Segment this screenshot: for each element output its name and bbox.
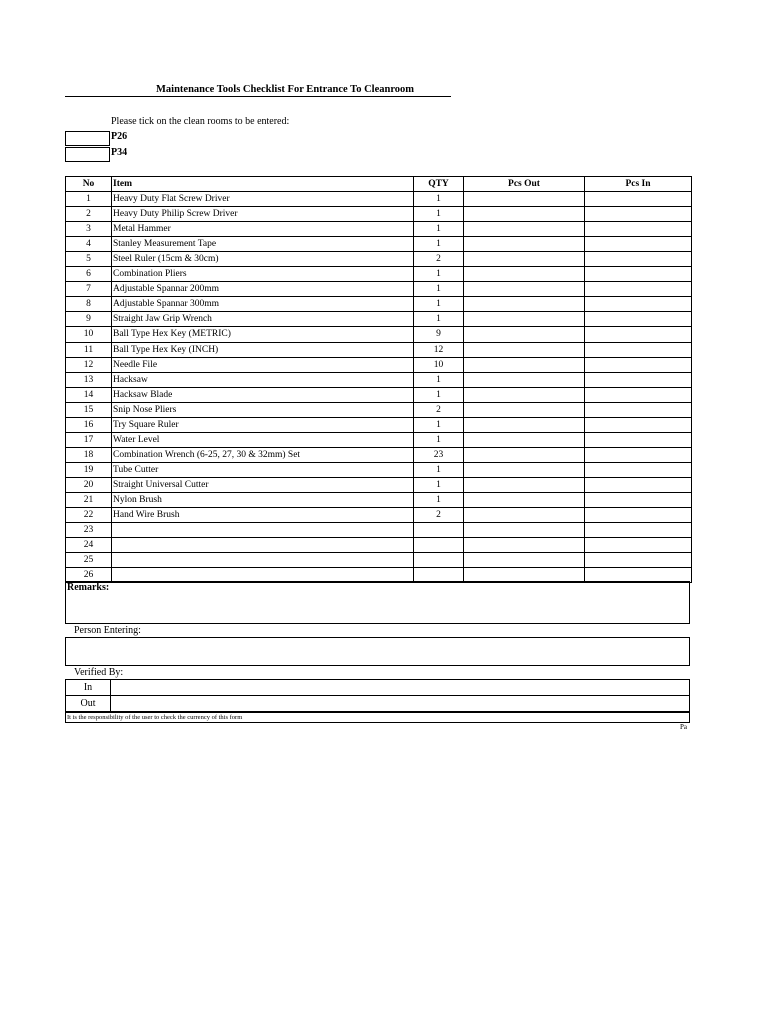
- row-pcs-out-cell[interactable]: [464, 267, 585, 282]
- row-pcs-out-cell[interactable]: [464, 327, 585, 342]
- row-qty: 2: [414, 252, 464, 267]
- table-row: [66, 192, 692, 207]
- row-pcs-out-cell[interactable]: [464, 192, 585, 207]
- row-item: Tube Cutter: [112, 462, 414, 477]
- verified-in-label: In: [66, 680, 111, 696]
- row-pcs-in-cell[interactable]: [585, 222, 692, 237]
- table-row: [66, 267, 692, 282]
- row-qty: 1: [414, 477, 464, 492]
- row-no: 10: [66, 327, 112, 342]
- row-item: Nylon Brush: [112, 492, 414, 507]
- row-item: [112, 553, 414, 568]
- table-row: [66, 237, 692, 252]
- row-pcs-out-cell[interactable]: [464, 282, 585, 297]
- row-no: 11: [66, 342, 112, 357]
- table-row: [66, 327, 692, 342]
- page-title: Maintenance Tools Checklist For Entrance To Cleanroom: [156, 84, 415, 95]
- table-row: [66, 447, 692, 462]
- row-pcs-in-cell[interactable]: [585, 372, 692, 387]
- row-no: 7: [66, 282, 112, 297]
- row-pcs-out-cell[interactable]: [464, 523, 585, 538]
- row-qty: 10: [414, 357, 464, 372]
- header-no: No: [66, 177, 112, 192]
- table-row: [66, 357, 692, 372]
- table-row: [66, 462, 692, 477]
- row-no: 12: [66, 357, 112, 372]
- row-no: 15: [66, 402, 112, 417]
- row-no: 20: [66, 477, 112, 492]
- row-pcs-out-cell[interactable]: [464, 432, 585, 447]
- header-qty: QTY: [414, 177, 464, 192]
- row-qty: 1: [414, 297, 464, 312]
- verified-in-field[interactable]: [111, 680, 690, 696]
- row-pcs-in-cell[interactable]: [585, 447, 692, 462]
- instruction-text: Please tick on the clean rooms to be entered:: [111, 116, 290, 127]
- row-no: 19: [66, 462, 112, 477]
- row-item: Combination Wrench (6-25, 27, 30 & 32mm) Set: [112, 447, 414, 462]
- row-no: 13: [66, 372, 112, 387]
- footer-box: [65, 712, 690, 723]
- row-item: [112, 538, 414, 553]
- row-item: Snip Nose Pliers: [112, 402, 414, 417]
- row-pcs-out-cell[interactable]: [464, 342, 585, 357]
- row-no: 22: [66, 508, 112, 523]
- row-item: Hacksaw: [112, 372, 414, 387]
- row-item: Water Level: [112, 432, 414, 447]
- row-qty: 2: [414, 508, 464, 523]
- page-label: Pa: [680, 723, 687, 731]
- row-pcs-out-cell[interactable]: [464, 447, 585, 462]
- row-qty: 1: [414, 372, 464, 387]
- row-qty: 1: [414, 222, 464, 237]
- row-pcs-in-cell[interactable]: [585, 282, 692, 297]
- table-row: [66, 372, 692, 387]
- row-no: 1: [66, 192, 112, 207]
- row-qty: 1: [414, 207, 464, 222]
- row-pcs-in-cell[interactable]: [585, 297, 692, 312]
- row-pcs-out-cell[interactable]: [464, 477, 585, 492]
- row-pcs-out-cell[interactable]: [464, 372, 585, 387]
- row-pcs-in-cell[interactable]: [585, 387, 692, 402]
- person-entering-label: Person Entering:: [74, 625, 141, 636]
- table-row: [66, 553, 692, 568]
- row-item: Heavy Duty Philip Screw Driver: [112, 207, 414, 222]
- table-row: [66, 432, 692, 447]
- row-item: Stanley Measurement Tape: [112, 237, 414, 252]
- row-pcs-out-cell[interactable]: [464, 252, 585, 267]
- row-no: 4: [66, 237, 112, 252]
- row-pcs-out-cell[interactable]: [464, 237, 585, 252]
- table-row: [66, 402, 692, 417]
- remarks-box[interactable]: [65, 581, 690, 624]
- row-no: 26: [66, 568, 112, 583]
- header-pcs-in: Pcs In: [585, 177, 692, 192]
- table-row: [66, 282, 692, 297]
- row-no: 6: [66, 267, 112, 282]
- table-row: [66, 538, 692, 553]
- row-pcs-in-cell[interactable]: [585, 357, 692, 372]
- row-qty: 1: [414, 192, 464, 207]
- row-item: Adjustable Spannar 300mm: [112, 297, 414, 312]
- table-row: [66, 222, 692, 237]
- row-item: Adjustable Spannar 200mm: [112, 282, 414, 297]
- row-item: Combination Pliers: [112, 267, 414, 282]
- row-qty: 1: [414, 432, 464, 447]
- row-no: 14: [66, 387, 112, 402]
- row-pcs-out-cell[interactable]: [464, 297, 585, 312]
- row-pcs-in-cell[interactable]: [585, 237, 692, 252]
- row-pcs-out-cell[interactable]: [464, 492, 585, 507]
- row-pcs-in-cell[interactable]: [585, 508, 692, 523]
- row-qty: [414, 553, 464, 568]
- row-qty: 1: [414, 267, 464, 282]
- person-entering-field[interactable]: [65, 637, 690, 666]
- row-pcs-in-cell[interactable]: [585, 492, 692, 507]
- row-pcs-out-cell[interactable]: [464, 387, 585, 402]
- row-pcs-in-cell[interactable]: [585, 477, 692, 492]
- row-item: Heavy Duty Flat Screw Driver: [112, 192, 414, 207]
- row-qty: 1: [414, 237, 464, 252]
- row-pcs-out-cell[interactable]: [464, 538, 585, 553]
- row-pcs-in-cell[interactable]: [585, 207, 692, 222]
- row-qty: 1: [414, 462, 464, 477]
- row-pcs-out-cell[interactable]: [464, 508, 585, 523]
- row-pcs-in-cell[interactable]: [585, 192, 692, 207]
- row-no: 3: [66, 222, 112, 237]
- row-pcs-in-cell[interactable]: [585, 267, 692, 282]
- row-pcs-in-cell[interactable]: [585, 402, 692, 417]
- table-row: [66, 387, 692, 402]
- table-header-row: [66, 177, 692, 192]
- row-item: Metal Hammer: [112, 222, 414, 237]
- row-pcs-in-cell[interactable]: [585, 432, 692, 447]
- table-row: [66, 297, 692, 312]
- verified-by-label: Verified By:: [74, 667, 124, 678]
- table-row: [66, 523, 692, 538]
- row-qty: 1: [414, 492, 464, 507]
- verified-out-label: Out: [66, 696, 111, 712]
- row-item: Steel Ruler (15cm & 30cm): [112, 252, 414, 267]
- verified-row-in: [66, 680, 690, 696]
- room-checkbox-p26[interactable]: [65, 131, 110, 146]
- remarks-label: Remarks:: [67, 582, 110, 593]
- row-qty: 1: [414, 312, 464, 327]
- row-no: 24: [66, 538, 112, 553]
- row-no: 8: [66, 297, 112, 312]
- table-row: [66, 207, 692, 222]
- row-qty: 1: [414, 387, 464, 402]
- row-no: 16: [66, 417, 112, 432]
- row-no: 17: [66, 432, 112, 447]
- row-qty: 12: [414, 342, 464, 357]
- row-pcs-out-cell[interactable]: [464, 462, 585, 477]
- row-item: Hacksaw Blade: [112, 387, 414, 402]
- row-item: Try Square Ruler: [112, 417, 414, 432]
- row-qty: 23: [414, 447, 464, 462]
- row-item: Straight Universal Cutter: [112, 477, 414, 492]
- row-pcs-out-cell[interactable]: [464, 402, 585, 417]
- row-no: 23: [66, 523, 112, 538]
- row-qty: 9: [414, 327, 464, 342]
- row-pcs-out-cell[interactable]: [464, 357, 585, 372]
- room-label-p26: P26: [111, 131, 128, 142]
- table-row: [66, 417, 692, 432]
- verified-out-field[interactable]: [111, 696, 690, 712]
- row-pcs-in-cell[interactable]: [585, 417, 692, 432]
- row-pcs-in-cell[interactable]: [585, 523, 692, 538]
- verified-table: [65, 679, 690, 712]
- row-no: 2: [66, 207, 112, 222]
- row-qty: 1: [414, 417, 464, 432]
- row-pcs-out-cell[interactable]: [464, 222, 585, 237]
- row-pcs-in-cell[interactable]: [585, 327, 692, 342]
- table-row: [66, 477, 692, 492]
- row-pcs-in-cell[interactable]: [585, 252, 692, 267]
- row-qty: 1: [414, 282, 464, 297]
- header-pcs-out: Pcs Out: [464, 177, 585, 192]
- room-label-p34: P34: [111, 147, 128, 158]
- row-qty: 2: [414, 402, 464, 417]
- row-item: Ball Type Hex Key (METRIC): [112, 327, 414, 342]
- table-row: [66, 342, 692, 357]
- table-row: [66, 492, 692, 507]
- row-item: Straight Jaw Grip Wrench: [112, 312, 414, 327]
- row-pcs-in-cell[interactable]: [585, 342, 692, 357]
- row-qty: [414, 523, 464, 538]
- row-pcs-in-cell[interactable]: [585, 553, 692, 568]
- row-pcs-in-cell[interactable]: [585, 462, 692, 477]
- row-no: 5: [66, 252, 112, 267]
- tools-table: [65, 176, 692, 583]
- row-item: Needle File: [112, 357, 414, 372]
- table-row: [66, 312, 692, 327]
- row-pcs-out-cell[interactable]: [464, 207, 585, 222]
- table-row: [66, 252, 692, 267]
- row-pcs-out-cell[interactable]: [464, 417, 585, 432]
- row-item: Ball Type Hex Key (INCH): [112, 342, 414, 357]
- footer-note: It is the responsibility of the user to check the currency of this form: [67, 714, 243, 721]
- row-item: Hand Wire Brush: [112, 508, 414, 523]
- row-pcs-out-cell[interactable]: [464, 553, 585, 568]
- row-no: 21: [66, 492, 112, 507]
- row-no: 18: [66, 447, 112, 462]
- room-checkbox-p34[interactable]: [65, 147, 110, 162]
- header-item: Item: [112, 177, 414, 192]
- table-row: [66, 508, 692, 523]
- row-item: [112, 523, 414, 538]
- row-pcs-out-cell[interactable]: [464, 312, 585, 327]
- verified-row-out: [66, 696, 690, 712]
- row-pcs-in-cell[interactable]: [585, 538, 692, 553]
- row-no: 25: [66, 553, 112, 568]
- row-pcs-in-cell[interactable]: [585, 312, 692, 327]
- row-no: 9: [66, 312, 112, 327]
- row-qty: [414, 538, 464, 553]
